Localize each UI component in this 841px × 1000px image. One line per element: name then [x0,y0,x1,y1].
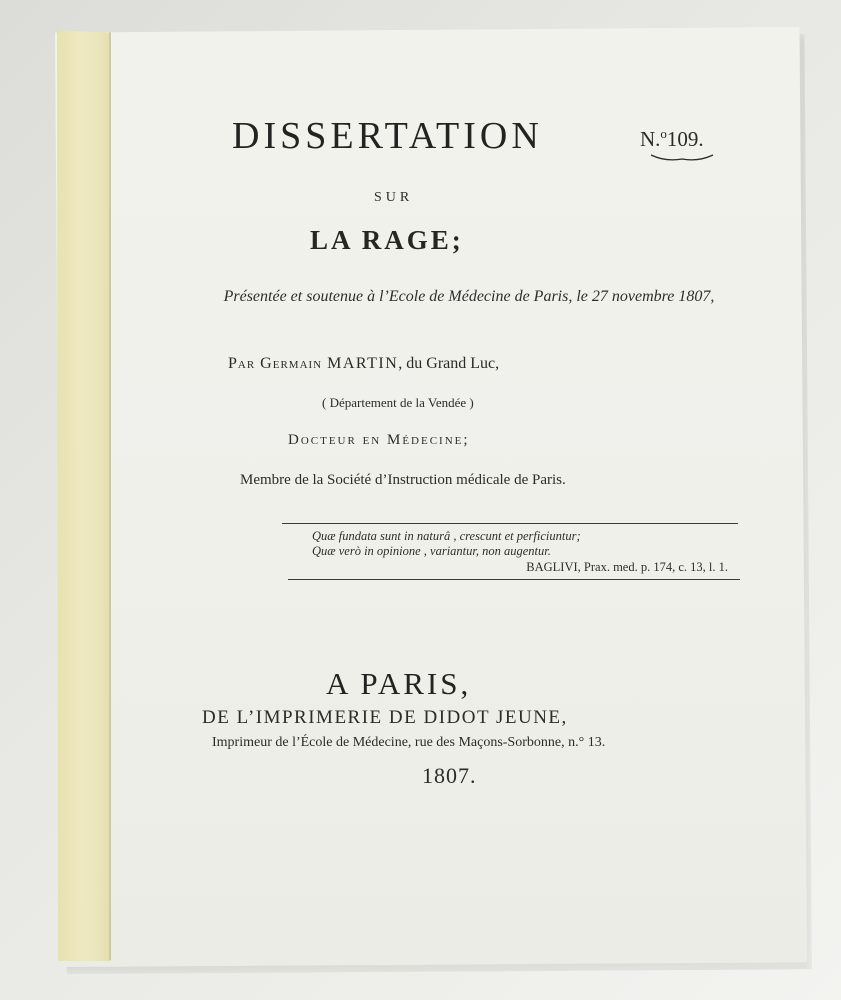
epigraph-bottom-rule [288,579,740,580]
number-superscript: o [660,126,667,141]
author-origin: , du Grand Luc, [398,355,500,372]
imprint-printer-detail: Imprimeur de l’École de Médecine, rue des Maçons-Sorbonne, n.° 13. [212,735,606,750]
binding-strip [57,30,111,961]
department-line: ( Département de la Vendée ) [322,395,474,410]
flourish-underline-icon [650,153,714,162]
degree-line: Docteur en Médecine; [288,432,470,448]
membership-line: Membre de la Société d’Instruction médicale de Paris. [240,472,566,488]
epigraph-top-rule [282,523,738,524]
author-prefix: Par Germain [228,355,328,372]
preposition-sur: SUR [374,190,414,205]
imprint-year: 1807. [422,763,477,788]
imprint-city: A PARIS, [326,666,472,701]
title-page [112,0,807,1000]
imprint-printer: DE L’IMPRIMERIE DE DIDOT JEUNE, [202,707,568,728]
document-title: DISSERTATION [232,115,543,157]
epigraph-line-1: Quæ fundata sunt in naturâ , crescunt et perficiuntur; [312,529,581,543]
number-value: 109. [666,127,704,151]
epigraph [312,529,732,575]
author-line [228,355,499,373]
catalog-number [640,126,704,152]
epigraph-line-2: Quæ verò in opinione , variantur, non augentur. [312,544,551,558]
binding-fold [109,32,111,960]
presentation-line: Présentée et soutenue à l’Ecole de Médecine de Paris, le 27 novembre 1807, [223,288,715,305]
epigraph-citation: BAGLIVI, Prax. med. p. 174, c. 13, l. 1. [526,560,728,574]
subject-title: LA RAGE; [310,225,464,255]
author-surname: MARTIN [327,355,399,372]
number-label: N. [640,127,661,151]
